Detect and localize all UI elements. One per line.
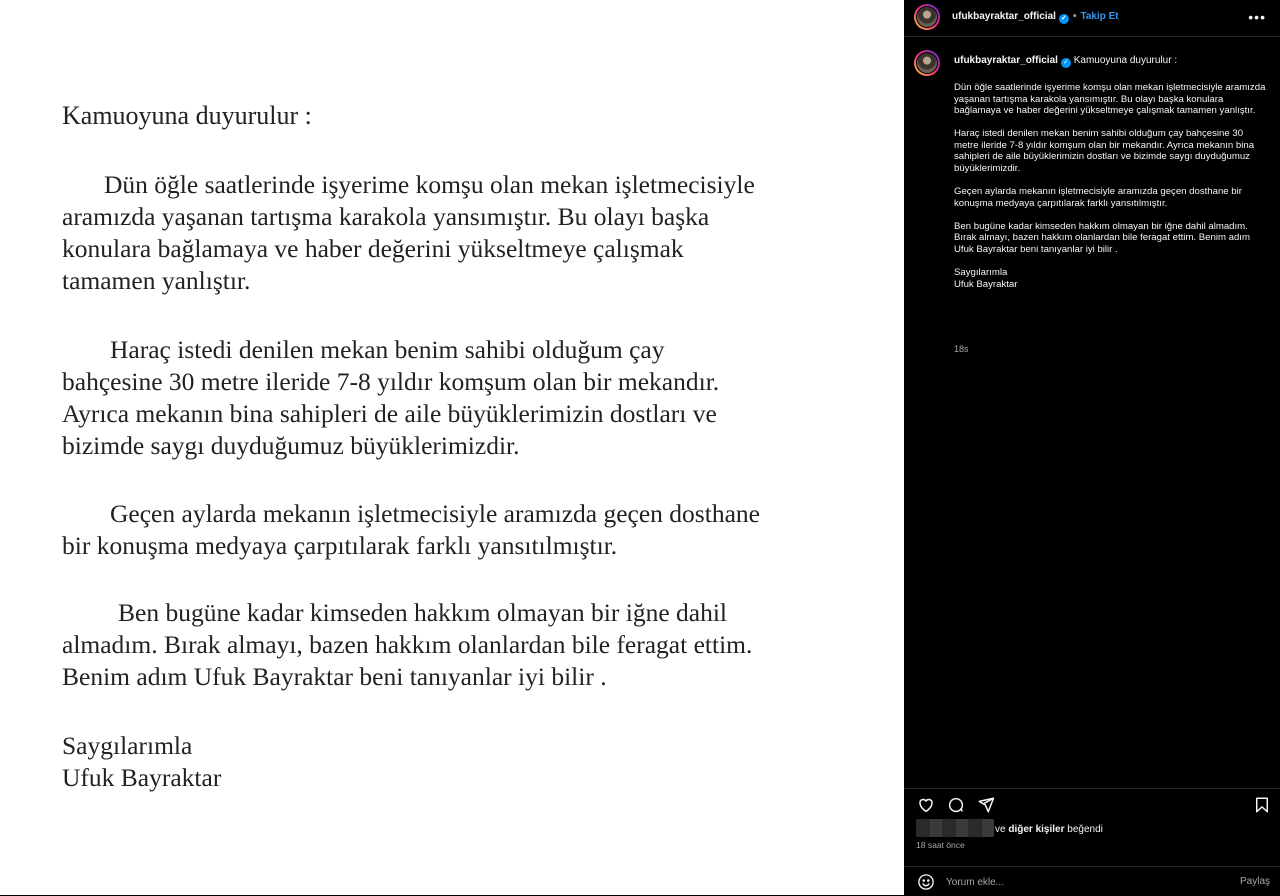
statement-heading: Kamuoyuna duyurulur : (62, 101, 312, 130)
statement-line: Geçen aylarda mekanın işletmecisiyle aramızda geçen dosthane (110, 499, 760, 528)
verified-badge-icon: ✓ (1059, 14, 1069, 24)
statement-line: Benim adım Ufuk Bayraktar beni tanıyanlar iyi bilir . (62, 662, 607, 691)
likes-suffix: beğendi (1067, 824, 1103, 835)
caption-head (954, 55, 1177, 68)
statement-line: Ben bugüne kadar kimseden hakkım olmayan bir iğne dahil (118, 598, 728, 627)
caption-paragraph: Geçen aylarda mekanın işletmecisiyle aramızda geçen dosthane bir konuşma medyaya çarpıtılarak farklı yansıtılmıştır. (954, 186, 1242, 209)
caption-timestamp[interactable]: 18s (954, 344, 969, 354)
separator: • (1072, 11, 1077, 22)
avatar-photo (917, 7, 937, 27)
post-timestamp[interactable]: 18 saat önce (916, 840, 965, 850)
statement-line: tamamen yanlıştır. (62, 266, 251, 295)
avatar[interactable] (914, 4, 940, 30)
more-horizontal-icon[interactable]: ••• (1248, 9, 1266, 25)
caption-closing-text: Saygılarımla (954, 267, 1008, 279)
comment-input[interactable] (944, 873, 1228, 891)
likes-prefix: ve (995, 824, 1006, 835)
statement-paragraph-1 (62, 169, 755, 297)
caption-text (954, 82, 1270, 290)
caption-paragraph: Haraç istedi denilen mekan benim sahibi olduğum çay bahçesine 30 metre ileride 7-8 yıldır komşum olan bir mekandır. Ayrıca mekanın bina sahipleri de aile büyüklerimizin dostları ve bizimde saygı duyduğumuz büyüklerimizdir. (954, 128, 1255, 175)
caption-username-link[interactable]: ufukbayraktar_official (954, 55, 1058, 66)
post-comment-button[interactable]: Paylaş (1239, 876, 1270, 887)
comment-bar (904, 866, 1280, 896)
heart-icon[interactable] (916, 795, 936, 815)
avatar[interactable] (914, 50, 940, 76)
share-icon[interactable] (976, 795, 996, 815)
caption-paragraph: Dün öğle saatlerinde işyerime komşu olan mekan işletmecisiyle aramızda yaşanan tartışma karakola yansımıştır. Bu olayı başka konulara bağlamaya ve haber değerini yükseltmeye çalışmak tamamen yanlıştır. (954, 82, 1266, 117)
header-user-line (952, 11, 1119, 24)
emoji-icon[interactable] (917, 873, 935, 891)
likes-summary[interactable] (916, 819, 1103, 837)
statement-signature-block (62, 730, 221, 794)
statement-line: aramızda yaşanan tartışma karakola yansımıştır. Bu olayı başka (62, 202, 710, 231)
statement-closing: Saygılarımla (62, 731, 193, 760)
avatar-photo (917, 53, 937, 73)
caption-signature: Ufuk Bayraktar (954, 278, 1018, 290)
comment-icon[interactable] (946, 795, 966, 815)
post-side-panel (904, 0, 1280, 895)
statement-line: konulara bağlamaya ve haber değerini yükseltmeye çalışmak (62, 234, 684, 263)
follow-button[interactable]: Takip Et (1080, 11, 1119, 22)
statement-signature: Ufuk Bayraktar (62, 763, 222, 792)
statement-line: Haraç istedi denilen mekan benim sahibi olduğum çay (110, 335, 665, 364)
caption-paragraph: Ben bugüne kadar kimseden hakkım olmayan bir iğne dahil almadım. Bırak almayı, bazen hakkım olanlardan bile feragat ettim. Benim adım Ufuk Bayraktar beni tanıyanlar iyi bilir . (954, 220, 1250, 256)
statement-line: bahçesine 30 metre ileride 7-8 yıldır komşum olan bir mekandır. (62, 367, 720, 396)
verified-badge-icon: ✓ (1061, 58, 1071, 68)
statement-line: almadım. Bırak almayı, bazen hakkım olanlardan bile feragat ettim. (62, 630, 753, 659)
caption-closing (954, 267, 1270, 290)
statement-line: bir konuşma medyaya çarpıtılarak farklı yansıtılmıştır. (62, 531, 618, 560)
liker-avatars (916, 819, 994, 837)
caption-title: Kamuoyuna duyurulur : (1073, 55, 1178, 66)
bookmark-icon[interactable] (1252, 795, 1272, 815)
statement-line: Ayrıca mekanın bina sahipleri de aile büyüklerimizin dostları ve (62, 399, 717, 428)
statement-paragraph-4 (62, 597, 752, 693)
statement-paragraph-2 (62, 334, 719, 462)
statement-paragraph-3 (62, 498, 760, 562)
likes-others-link[interactable]: diğer kişiler (1008, 824, 1065, 835)
post-header (904, 0, 1280, 37)
action-bar (904, 788, 1280, 817)
statement-line: bizimde saygı duyduğumuz büyüklerimizdir. (62, 431, 520, 460)
username-link[interactable]: ufukbayraktar_official (952, 11, 1056, 22)
statement-line: Dün öğle saatlerinde işyerime komşu olan mekan işletmecisiyle (104, 170, 755, 199)
